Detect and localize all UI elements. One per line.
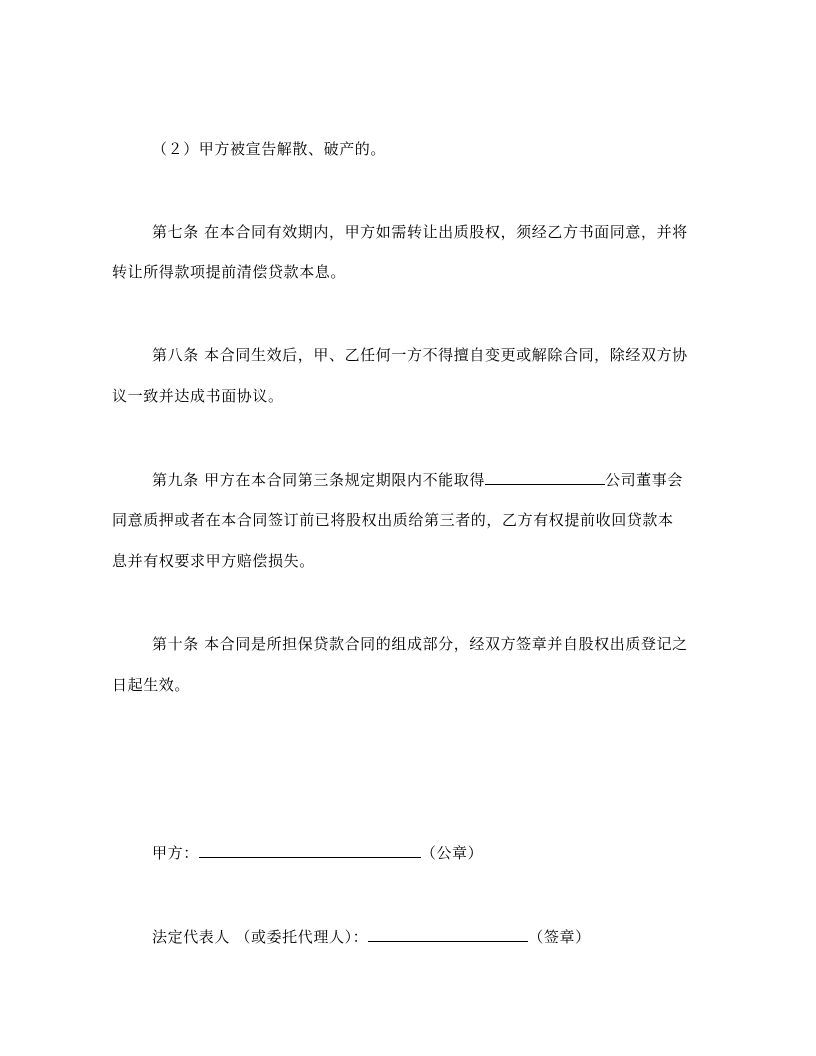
clause-8-line-2: 议一致并达成书面协议。 xyxy=(112,387,284,405)
legal-rep-blank[interactable] xyxy=(368,926,528,942)
clause-8-line-1: 第八条 本合同生效后，甲、乙任何一方不得擅自变更或解除合同，除经双方协 xyxy=(152,346,688,364)
clause-9-line-1 xyxy=(152,469,712,490)
clause-9-line-2: 同意质押或者在本合同签订前已将股权出质给第三者的，乙方有权提前收回贷款本 xyxy=(112,511,674,529)
clause-10-line-2: 日起生效。 xyxy=(112,676,191,694)
party-a-signature-line xyxy=(152,842,712,863)
clause-9-line-3: 息并有权要求甲方赔偿损失。 xyxy=(112,552,315,570)
party-a-blank[interactable] xyxy=(199,842,421,858)
clause-9-text-after-blank: 公司董事会 xyxy=(604,471,683,489)
party-a-seal-label: （公章） xyxy=(420,844,484,862)
legal-rep-label: 法定代表人 （或委托代理人）： xyxy=(152,928,369,946)
clause-10-line-1: 第十条 本合同是所担保贷款合同的组成部分，经双方签章并自股权出质登记之 xyxy=(152,635,688,653)
clause-6-item-2: （２）甲方被宣告解散、破产的。 xyxy=(152,140,387,158)
legal-rep-seal-label: （签章） xyxy=(528,928,591,946)
party-a-label: 甲方： xyxy=(152,844,199,862)
clause-7-line-2: 转让所得款项提前清偿贷款本息。 xyxy=(112,263,347,281)
clause-7-line-1: 第七条 在本合同有效期内，甲方如需转让出质股权，须经乙方书面同意，并将 xyxy=(152,223,688,241)
clause-9-text-before-blank: 第九条 甲方在本合同第三条规定期限内不能取得 xyxy=(152,471,485,489)
company-name-blank[interactable] xyxy=(485,469,605,485)
legal-rep-signature-line xyxy=(152,926,712,947)
